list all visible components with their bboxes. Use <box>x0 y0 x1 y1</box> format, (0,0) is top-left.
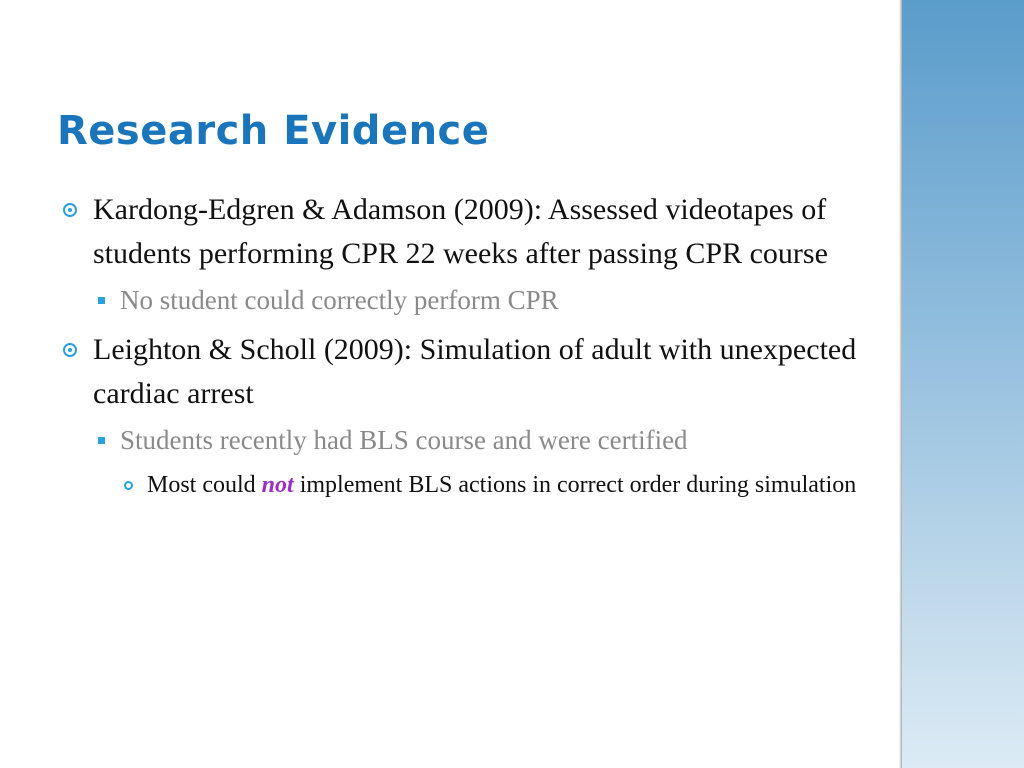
square-bullet-icon <box>98 437 105 444</box>
sub-bullet-item-2-1 <box>60 420 880 460</box>
ring-bullet-icon <box>124 481 133 490</box>
square-bullet-icon <box>98 297 105 304</box>
slide-title: Research Evidence <box>57 108 490 154</box>
ring-dot-bullet-icon <box>63 343 77 357</box>
sub-sub-bullet-item-2-1-1 <box>60 468 880 502</box>
sub-bullet-item-1-1 <box>60 280 880 320</box>
sub-bullet-item-1-1-text: No student could correctly perform CPR <box>120 285 559 315</box>
bullet-item-2 <box>60 328 880 416</box>
sub-sub-bullet-text-before: Most could <box>147 472 262 498</box>
bullet-list <box>60 188 880 502</box>
ring-dot-bullet-icon <box>63 203 77 217</box>
sub-sub-bullet-text-after: implement BLS actions in correct order during simulation <box>293 472 857 498</box>
bullet-item-2-text: Leighton & Scholl (2009): Simulation of adult with unexpected cardiac arrest <box>93 333 857 410</box>
sub-bullet-item-2-1-text: Students recently had BLS course and were certified <box>120 425 688 455</box>
bullet-item-1 <box>60 188 880 276</box>
emphasis-not: not <box>261 472 294 498</box>
decorative-side-panel <box>902 0 1024 768</box>
bullet-item-1-text: Kardong-Edgren & Adamson (2009): Assessed videotapes of students performing CPR 22 weeks after passing CPR course <box>93 193 828 270</box>
